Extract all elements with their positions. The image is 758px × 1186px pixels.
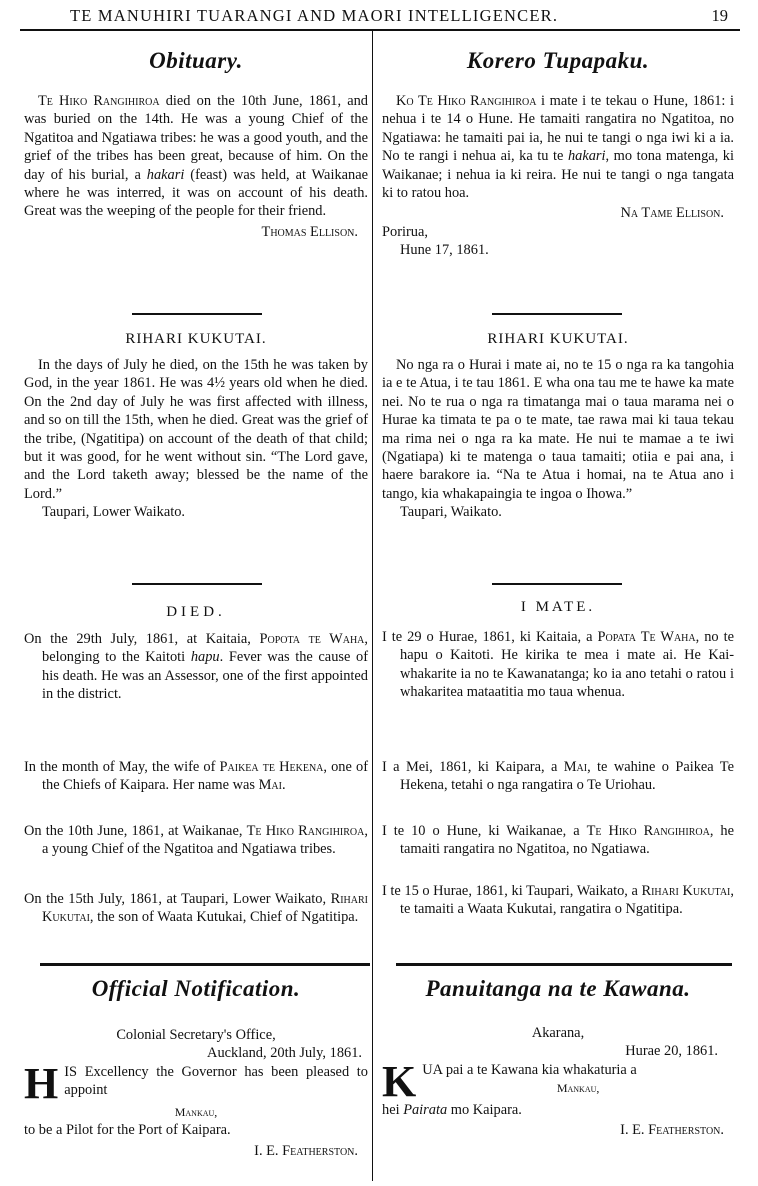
obituary-signature-maori: Na Tame Ellison. bbox=[620, 205, 724, 222]
notification-heading-maori: Panuitanga na te Kawana. bbox=[425, 976, 691, 1001]
office-line: Colonial Secretary's Office, bbox=[116, 1027, 276, 1043]
obituary-place-maori: Porirua, bbox=[382, 223, 428, 240]
appointee-name-maori: Mankau, bbox=[556, 1081, 600, 1096]
rihari-body: In the days of July he died, on the 15th he was taken by God, in the year 1861. He was 4½ years old when he died. On the 2nd day of July he was first affected with illness, and so on till the 15th, when he died. Great was the grief of the tribe, (Ngatitipa) on account of the death of that child; but it was good, for he went without sin. “The Lord gave, and the Lord taketh away; blessed be the name of the Lord.” bbox=[24, 357, 368, 502]
obituary-article bbox=[24, 92, 368, 241]
obituary-body: Te Hiko Rangihiroa died on the 10th June, 1861, and was buried on the 14th. He was a young Chief of the Ngatitoa and Ngatiawa tribes: he was a good youth, and the grief of the tribes has been great, because of him. On the day of his burial, a hakari (feast) was held, at Waikanae where he was interred, it was on account of his death. Great was the weeping of the people for their friend. bbox=[24, 93, 368, 220]
notice-body-a: IS Excellency the Governor has been pleased to appoint bbox=[64, 1063, 368, 1099]
rihari-body-maori: No nga ra o Hurai i mate ai, no te 15 o nga ra ka tangohia ia e te Atua, i te tau 1861. E wha ona tau me te hawe ka mate nei. No te rua o nga ra timatanga mai o taua marama nei o Hurae ka timata te pa o te mate, tae rawa mai ki taua tekau ma rima nei o nga ra ka mate. He nui te mamae a te iwi (Ngatiapa) ki te matenga o taua tamaiti; otiia e pai ana, i haere barakore ia. “Na te Atua i homai, na te Atua ano i tango, kia whakapaingia te ingoa o Ihowa.” bbox=[382, 357, 734, 502]
died-heading-maori: I MATE. bbox=[520, 599, 596, 615]
separator bbox=[132, 313, 262, 315]
died-entry-1-maori: I te 29 o Hurae, 1861, ki Kaitaia, a Popata Te Waha, no te hapu o Kaitoti. He kirika te mea i mate ai. He Kai-whakarite ia no te Kawanatanga; ko ia ano tetahi o ratou i whakaritea mataatitia mo taua whenua. bbox=[382, 629, 734, 701]
died-entry-4: On the 15th July, 1861, at Taupari, Lower Waikato, Rihari Kukutai, the son of Waata Kutukai, Chief of Ngatitipa. bbox=[24, 891, 368, 926]
died-entry-2-maori: I a Mei, 1861, ki Kaipara, a Mai, te wahine o Paikea Te Hekena, tetahi o nga rangatira o Te Uriohau. bbox=[382, 759, 734, 794]
notice-body-a-maori: UA pai a te Kawana kia whakaturia a bbox=[422, 1061, 637, 1078]
notice-body-b: to be a Pilot for the Port of Kaipara. bbox=[24, 1122, 231, 1139]
rihari-article bbox=[24, 356, 368, 522]
rihari-place: Taupari, Lower Waikato. bbox=[42, 504, 186, 521]
obituary-article-maori bbox=[382, 92, 734, 260]
obituary-body-maori: Ko Te Hiko Rangihiroa i mate i te tekau o Hune, 1861: i nehua i te 14 o Hune. He tamaiti rangatira no Ngatitoa, no Ngatiawa: he tamaiti pai ia, he nui te tangi o nga iwi ki a ia. No te rangi i nehua ai, ka tu te hakari, mo tona matenga, ki Waikanae; i nehua ia ki reira. He nui te tangi o nga tangata ki to ratou hoa. bbox=[382, 93, 734, 202]
notice-signature-maori: I. E. Featherston. bbox=[620, 1122, 724, 1139]
newspaper-title: TE MANUHIRI TUARANGI AND MAORI INTELLIGENCER. bbox=[70, 6, 559, 25]
appointee-name: Mankau, bbox=[174, 1104, 218, 1119]
died-entry-1: On the 29th July, 1861, at Kaitaia, Popota te Waha, belonging to the Kaitoti hapu. Fever was the cause of his death. He was an Assessor, one of the first appointed in the district. bbox=[24, 631, 369, 703]
notification-article-maori bbox=[382, 1024, 734, 1140]
column-divider bbox=[372, 31, 373, 1181]
separator bbox=[492, 313, 622, 315]
notification-article bbox=[24, 1026, 368, 1160]
obituary-date-maori: Hune 17, 1861. bbox=[400, 242, 489, 259]
notice-place-maori: Akarana, bbox=[531, 1025, 585, 1041]
drop-cap: H bbox=[24, 1058, 59, 1108]
page-number: 19 bbox=[711, 6, 728, 25]
notification-heading: Official Notification. bbox=[91, 976, 301, 1001]
separator bbox=[492, 583, 622, 585]
rihari-article-maori bbox=[382, 356, 734, 522]
separator bbox=[132, 583, 262, 585]
obituary-heading: Obituary. bbox=[149, 48, 243, 73]
notice-signature: I. E. Featherston. bbox=[254, 1142, 358, 1159]
died-entry-3: On the 10th June, 1861, at Waikanae, Te Hiko Rangihiroa, a young Chief of the Ngatitoa and Ngatiawa tribes. bbox=[24, 823, 368, 858]
drop-cap: K bbox=[382, 1056, 417, 1106]
obituary-heading-maori: Korero Tupapaku. bbox=[466, 48, 650, 73]
died-entry-2: In the month of May, the wife of Paikea te Hekena, one of the Chiefs of Kaipara. Her name was Mai. bbox=[24, 759, 369, 794]
notice-date: Auckland, 20th July, 1861. bbox=[207, 1045, 362, 1062]
header-rule bbox=[20, 29, 740, 31]
section-rule bbox=[40, 963, 370, 966]
page-header bbox=[0, 0, 758, 28]
notice-date-maori: Hurae 20, 1861. bbox=[625, 1043, 718, 1060]
obituary-signature: Thomas Ellison. bbox=[261, 223, 358, 240]
died-entry-4-maori: I te 15 o Hurae, 1861, ki Taupari, Waikato, a Rihari Kukutai, te tamaiti a Waata Kukutai, rangatira o Ngatitipa. bbox=[382, 883, 734, 918]
died-heading: DIED. bbox=[166, 604, 226, 620]
rihari-heading-maori: RIHARI KUKUTAI. bbox=[487, 331, 629, 347]
rihari-heading: RIHARI KUKUTAI. bbox=[125, 331, 267, 347]
died-entry-3-maori: I te 10 o Hune, ki Waikanae, a Te Hiko Rangihiroa, he tamaiti rangatira no Ngatitoa, no Ngatiawa. bbox=[382, 823, 734, 858]
section-rule bbox=[396, 963, 732, 966]
rihari-place-maori: Taupari, Waikato. bbox=[400, 504, 502, 521]
notice-body-b-maori: hei Pairata mo Kaipara. bbox=[382, 1101, 522, 1118]
